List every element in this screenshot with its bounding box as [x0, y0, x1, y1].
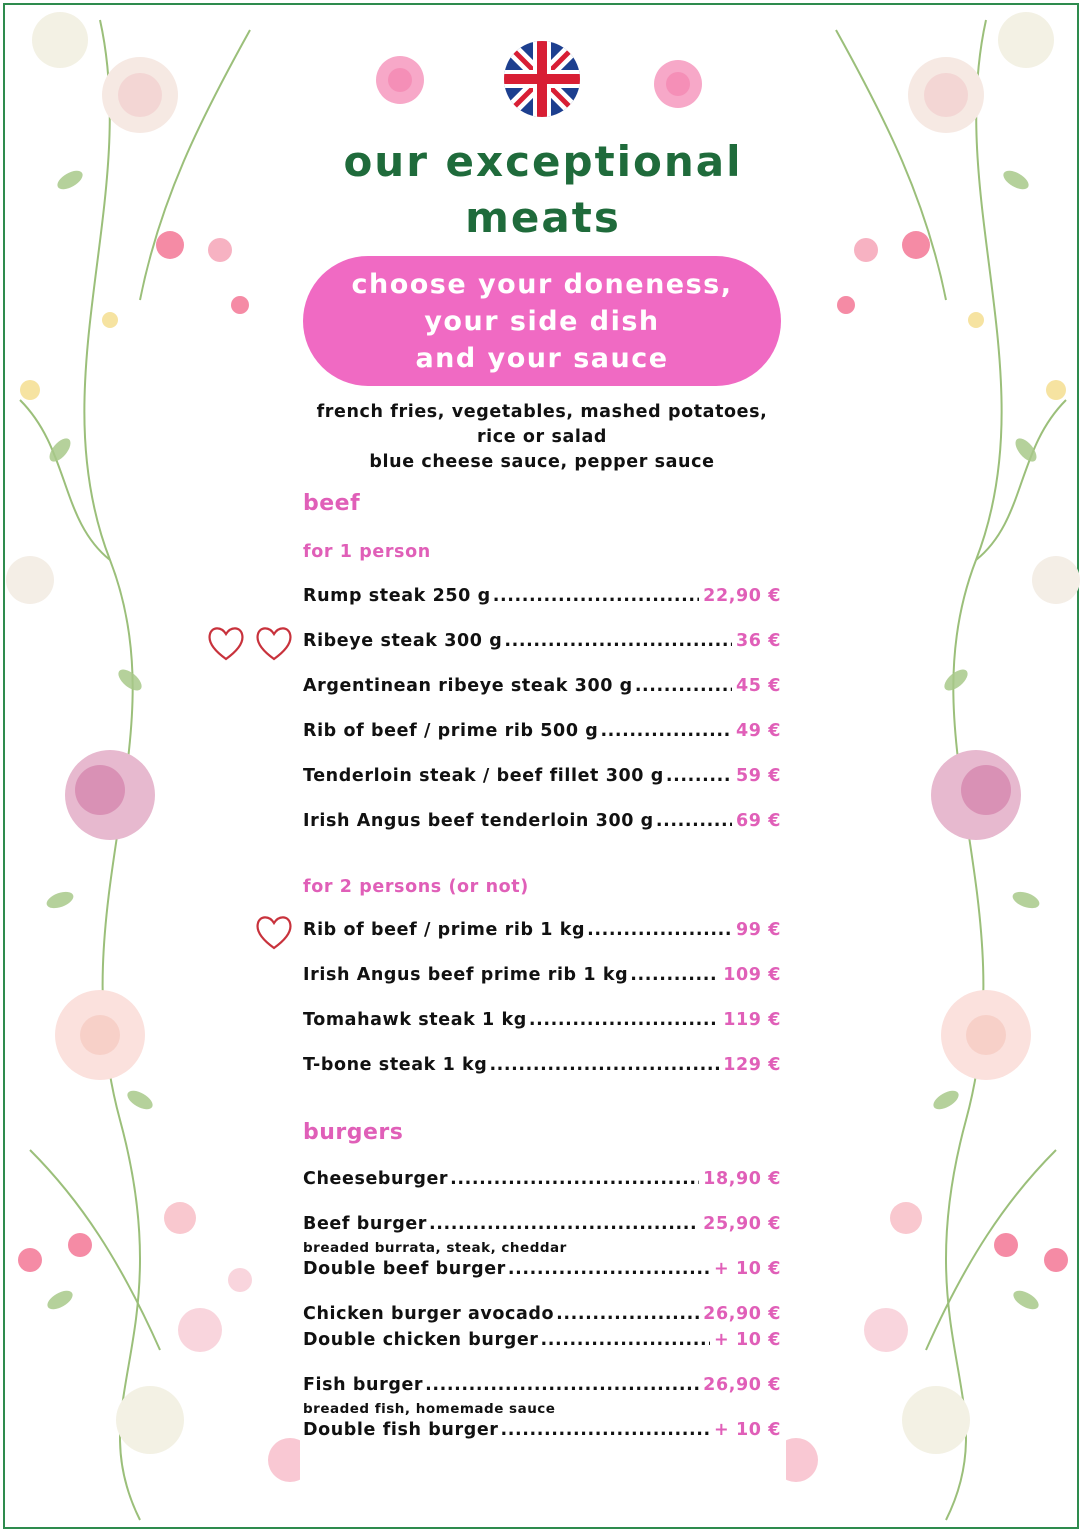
banner-line: your side dish: [424, 305, 660, 337]
menu-item: [303, 1214, 781, 1240]
banner-line: choose your doneness,: [351, 268, 733, 300]
item-description: breaded fish, homemade sauce: [303, 1401, 556, 1417]
item-name: Cheeseburger: [303, 1169, 449, 1189]
item-price: 109 €: [723, 965, 781, 985]
item-name: Double fish burger: [303, 1420, 499, 1440]
item-price: + 10 €: [714, 1420, 781, 1440]
item-name: Double beef burger: [303, 1259, 506, 1279]
item-price: + 10 €: [714, 1259, 781, 1279]
doneness-banner: [303, 256, 781, 386]
menu-item: [303, 721, 781, 747]
item-name: Irish Angus beef tenderloin 300 g: [303, 811, 654, 831]
item-price: 25,90 €: [703, 1214, 781, 1234]
item-name: Chicken burger avocado: [303, 1304, 555, 1324]
item-name: Irish Angus beef prime rib 1 kg: [303, 965, 629, 985]
menu-item: [303, 1375, 781, 1401]
page-title-line1: our exceptional: [343, 137, 743, 186]
menu-item: [303, 766, 781, 792]
menu-item: [303, 1330, 781, 1356]
heart-outline-icon: [254, 913, 294, 951]
sides-line: rice or salad: [476, 427, 608, 447]
item-price: 69 €: [735, 811, 781, 831]
item-price: 18,90 €: [703, 1169, 781, 1189]
item-price: 36 €: [735, 631, 781, 651]
item-name: Tenderloin steak / beef fillet 300 g: [303, 766, 664, 786]
menu-item: [303, 920, 781, 946]
menu-item: [303, 811, 781, 837]
menu-item: [303, 1259, 781, 1285]
item-name: Double chicken burger: [303, 1330, 539, 1350]
sides-line: french fries, vegetables, mashed potatoes,: [316, 402, 768, 422]
page-title-line2: meats: [465, 193, 621, 242]
menu-item: [303, 1304, 781, 1330]
item-price: 45 €: [735, 676, 781, 696]
item-name: Rib of beef / prime rib 1 kg: [303, 920, 586, 940]
rose-ornament-icon: [370, 50, 430, 110]
item-price: 26,90 €: [703, 1375, 781, 1395]
item-price: + 10 €: [714, 1330, 781, 1350]
menu-item: [303, 1055, 781, 1081]
item-price: 99 €: [735, 920, 781, 940]
subheading-for-two: for 2 persons (or not): [303, 877, 529, 897]
menu-item: [303, 1420, 781, 1446]
section-heading-burgers: burgers: [303, 1120, 404, 1145]
item-price: 59 €: [735, 766, 781, 786]
item-price: 26,90 €: [703, 1304, 781, 1324]
banner-line: and your sauce: [415, 342, 669, 374]
item-price: 49 €: [735, 721, 781, 741]
menu-item: [303, 1010, 781, 1036]
item-name: Tomahawk steak 1 kg: [303, 1010, 527, 1030]
menu-item: [303, 631, 781, 657]
item-name: Ribeye steak 300 g: [303, 631, 503, 651]
rose-ornament-icon: [648, 54, 708, 114]
item-price: 22,90 €: [703, 586, 781, 606]
item-price: 129 €: [723, 1055, 781, 1075]
menu-item: [303, 586, 781, 612]
item-name: Fish burger: [303, 1375, 424, 1395]
item-name: Beef burger: [303, 1214, 428, 1234]
sauces-line: blue cheese sauce, pepper sauce: [369, 452, 715, 472]
item-name: Argentinean ribeye steak 300 g: [303, 676, 633, 696]
menu-item: [303, 965, 781, 991]
item-price: 119 €: [723, 1010, 781, 1030]
item-name: Rump steak 250 g: [303, 586, 491, 606]
subheading-for-one: for 1 person: [303, 542, 431, 562]
menu-item: [303, 676, 781, 702]
uk-flag-icon: [504, 41, 580, 117]
heart-outline-icon: [254, 624, 294, 662]
item-name: T-bone steak 1 kg: [303, 1055, 488, 1075]
heart-outline-icon: [206, 624, 246, 662]
item-description: breaded burrata, steak, cheddar: [303, 1240, 567, 1256]
menu-item: [303, 1169, 781, 1195]
section-heading-beef: beef: [303, 491, 361, 516]
item-name: Rib of beef / prime rib 500 g: [303, 721, 599, 741]
